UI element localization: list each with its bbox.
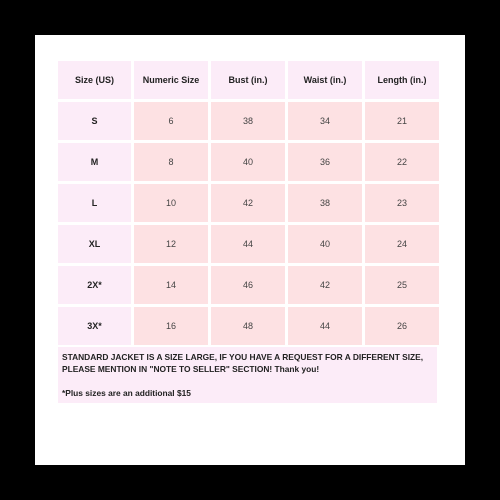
header-length: Length (in.) (365, 61, 439, 99)
row-3x-size: 3X* (58, 307, 131, 345)
row-l-size: L (58, 184, 131, 222)
row-l-waist: 38 (288, 184, 362, 222)
row-2x-length: 25 (365, 266, 439, 304)
header-numeric-size: Numeric Size (134, 61, 208, 99)
row-l-length: 23 (365, 184, 439, 222)
row-m-bust: 40 (211, 143, 285, 181)
row-2x-bust: 46 (211, 266, 285, 304)
size-chart-table (58, 61, 439, 345)
row-s-numeric: 6 (134, 102, 208, 140)
row-xl-numeric: 12 (134, 225, 208, 263)
row-m-length: 22 (365, 143, 439, 181)
row-3x-numeric: 16 (134, 307, 208, 345)
row-m-waist: 36 (288, 143, 362, 181)
row-2x-size: 2X* (58, 266, 131, 304)
row-l-bust: 42 (211, 184, 285, 222)
row-m-numeric: 8 (134, 143, 208, 181)
row-xl-size: XL (58, 225, 131, 263)
plus-size-note: *Plus sizes are an additional $15 (62, 388, 191, 398)
row-xl-bust: 44 (211, 225, 285, 263)
row-3x-length: 26 (365, 307, 439, 345)
row-s-length: 21 (365, 102, 439, 140)
row-l-numeric: 10 (134, 184, 208, 222)
header-waist: Waist (in.) (288, 61, 362, 99)
row-2x-numeric: 14 (134, 266, 208, 304)
row-xl-length: 24 (365, 225, 439, 263)
header-bust: Bust (in.) (211, 61, 285, 99)
row-3x-waist: 44 (288, 307, 362, 345)
row-s-waist: 34 (288, 102, 362, 140)
row-m-size: M (58, 143, 131, 181)
standard-size-note: STANDARD JACKET IS A SIZE LARGE, IF YOU HAVE A REQUEST FOR A DIFFERENT SIZE, PLEASE MENTION IN "NOTE TO SELLER" SECTION! Thank you! (62, 352, 424, 374)
header-size-us: Size (US) (58, 61, 131, 99)
row-xl-waist: 40 (288, 225, 362, 263)
row-3x-bust: 48 (211, 307, 285, 345)
row-s-size: S (58, 102, 131, 140)
row-2x-waist: 42 (288, 266, 362, 304)
size-note (58, 347, 437, 403)
row-s-bust: 38 (211, 102, 285, 140)
size-chart-sheet (35, 35, 465, 465)
